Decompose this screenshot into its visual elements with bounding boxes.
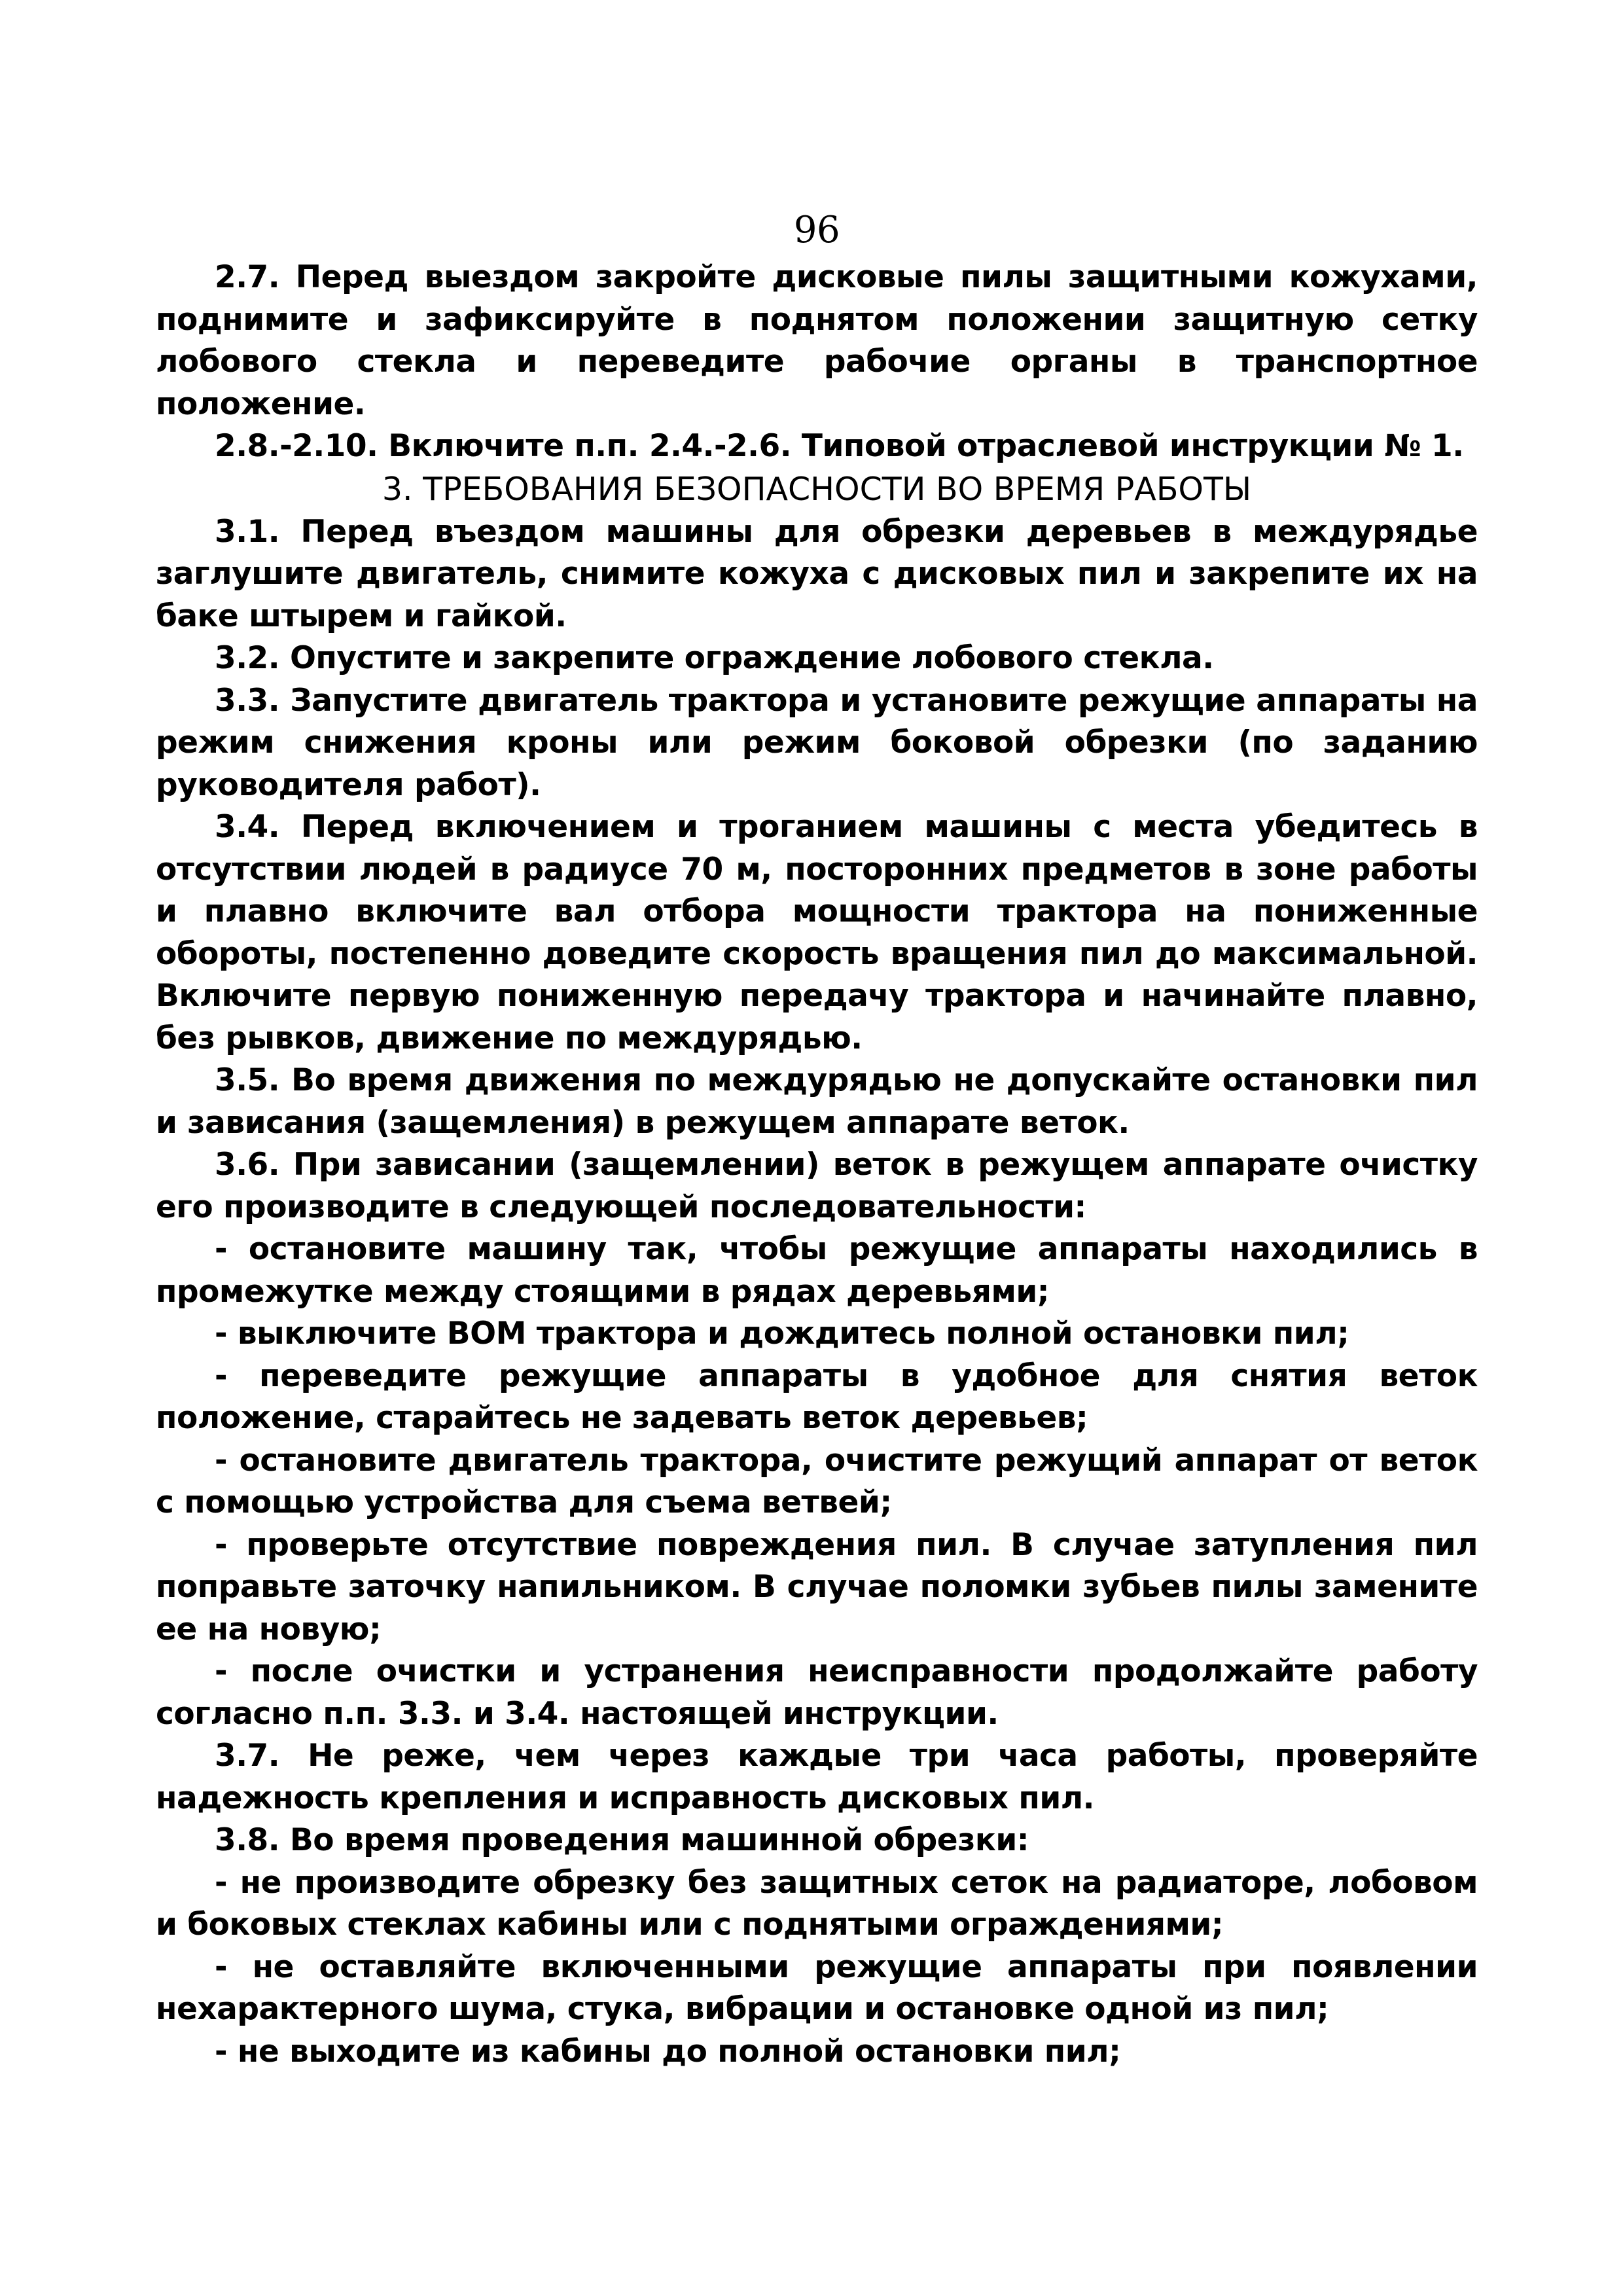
page-number: 96 [793, 209, 840, 251]
list-item: - проверьте отсутствие повреждения пил. В случае затупления пил поправьте заточку напильником. В случае поломки зубьев пилы замените ее на новую; [156, 1526, 1478, 1647]
list-item: - не производите обрезку без защитных сеток на радиаторе, лобовом и боковых стеклах кабины или с поднятыми ограждениями; [156, 1864, 1478, 1943]
document-page [156, 209, 1478, 2073]
section-3-heading: 3. ТРЕБОВАНИЯ БЕЗОПАСНОСТИ ВО ВРЕМЯ РАБОТЫ [382, 470, 1252, 508]
paragraph-3-1: 3.1. Перед въездом машины для обрезки деревьев в междурядье заглушите двигатель, снимите кожуха с дисковых пил и закрепите их на баке штырем и гайкой. [156, 513, 1478, 634]
paragraph-3-6: 3.6. При зависании (защемлении) веток в режущем аппарате очистку его производите в следующей последовательности: [156, 1147, 1478, 1225]
paragraph-2-7: 2.7. Перед выездом закройте дисковые пилы защитными кожухами, поднимите и зафиксируйте в поднятом положении защитную сетку лобового стекла и переведите рабочие органы в транспортное положение. [156, 259, 1478, 422]
list-item: - остановите двигатель трактора, очистите режущий аппарат от веток с помощью устройства для съема ветвей; [156, 1442, 1478, 1520]
list-item: - не выходите из кабины до полной остановки пил; [215, 2033, 1121, 2070]
list-item: - выключите ВОМ трактора и дождитесь полной остановки пил; [215, 1316, 1349, 1352]
paragraph-3-2: 3.2. Опустите и закрепите ограждение лобового стекла. [215, 640, 1214, 676]
list-item: - остановите машину так, чтобы режущие аппараты находились в промежутке между стоящими в рядах деревьями; [156, 1231, 1478, 1310]
paragraph-3-7: 3.7. Не реже, чем через каждые три часа работы, проверяйте надежность крепления и исправность дисковых пил. [156, 1738, 1478, 1816]
paragraph-3-5: 3.5. Во время движения по междурядью не допускайте остановки пил и зависания (защемления) в режущем аппарате веток. [156, 1062, 1478, 1141]
paragraph-3-4: 3.4. Перед включением и троганием машины с места убедитесь в отсутствии людей в радиусе 70 м, посторонних предметов в зоне работы и плавно включите вал отбора мощности трактора на пониженные обороты, постепенно доведите скорость вращения пил до максимальной. Включите первую пониженную передачу трактора и начинайте плавно, без рывков, движение по междурядью. [156, 809, 1478, 1056]
list-item: - переведите режущие аппараты в удобное для снятия веток положение, старайтесь не задевать веток деревьев; [156, 1357, 1478, 1436]
paragraph-3-8: 3.8. Во время проведения машинной обрезки: [215, 1822, 1029, 1858]
list-item: - не оставляйте включенными режущие аппараты при появлении нехарактерного шума, стука, вибрации и остановке одной из пил; [156, 1948, 1478, 2027]
paragraph-2-8: 2.8.-2.10. Включите п.п. 2.4.-2.6. Типовой отраслевой инструкции № 1. [215, 428, 1464, 464]
list-item: - после очистки и устранения неисправности продолжайте работу согласно п.п. 3.3. и 3.4. настоящей инструкции. [156, 1653, 1478, 1732]
paragraph-3-3: 3.3. Запустите двигатель трактора и установите режущие аппараты на режим снижения кроны или режим боковой обрезки (по заданию руководителя работ). [156, 682, 1478, 803]
